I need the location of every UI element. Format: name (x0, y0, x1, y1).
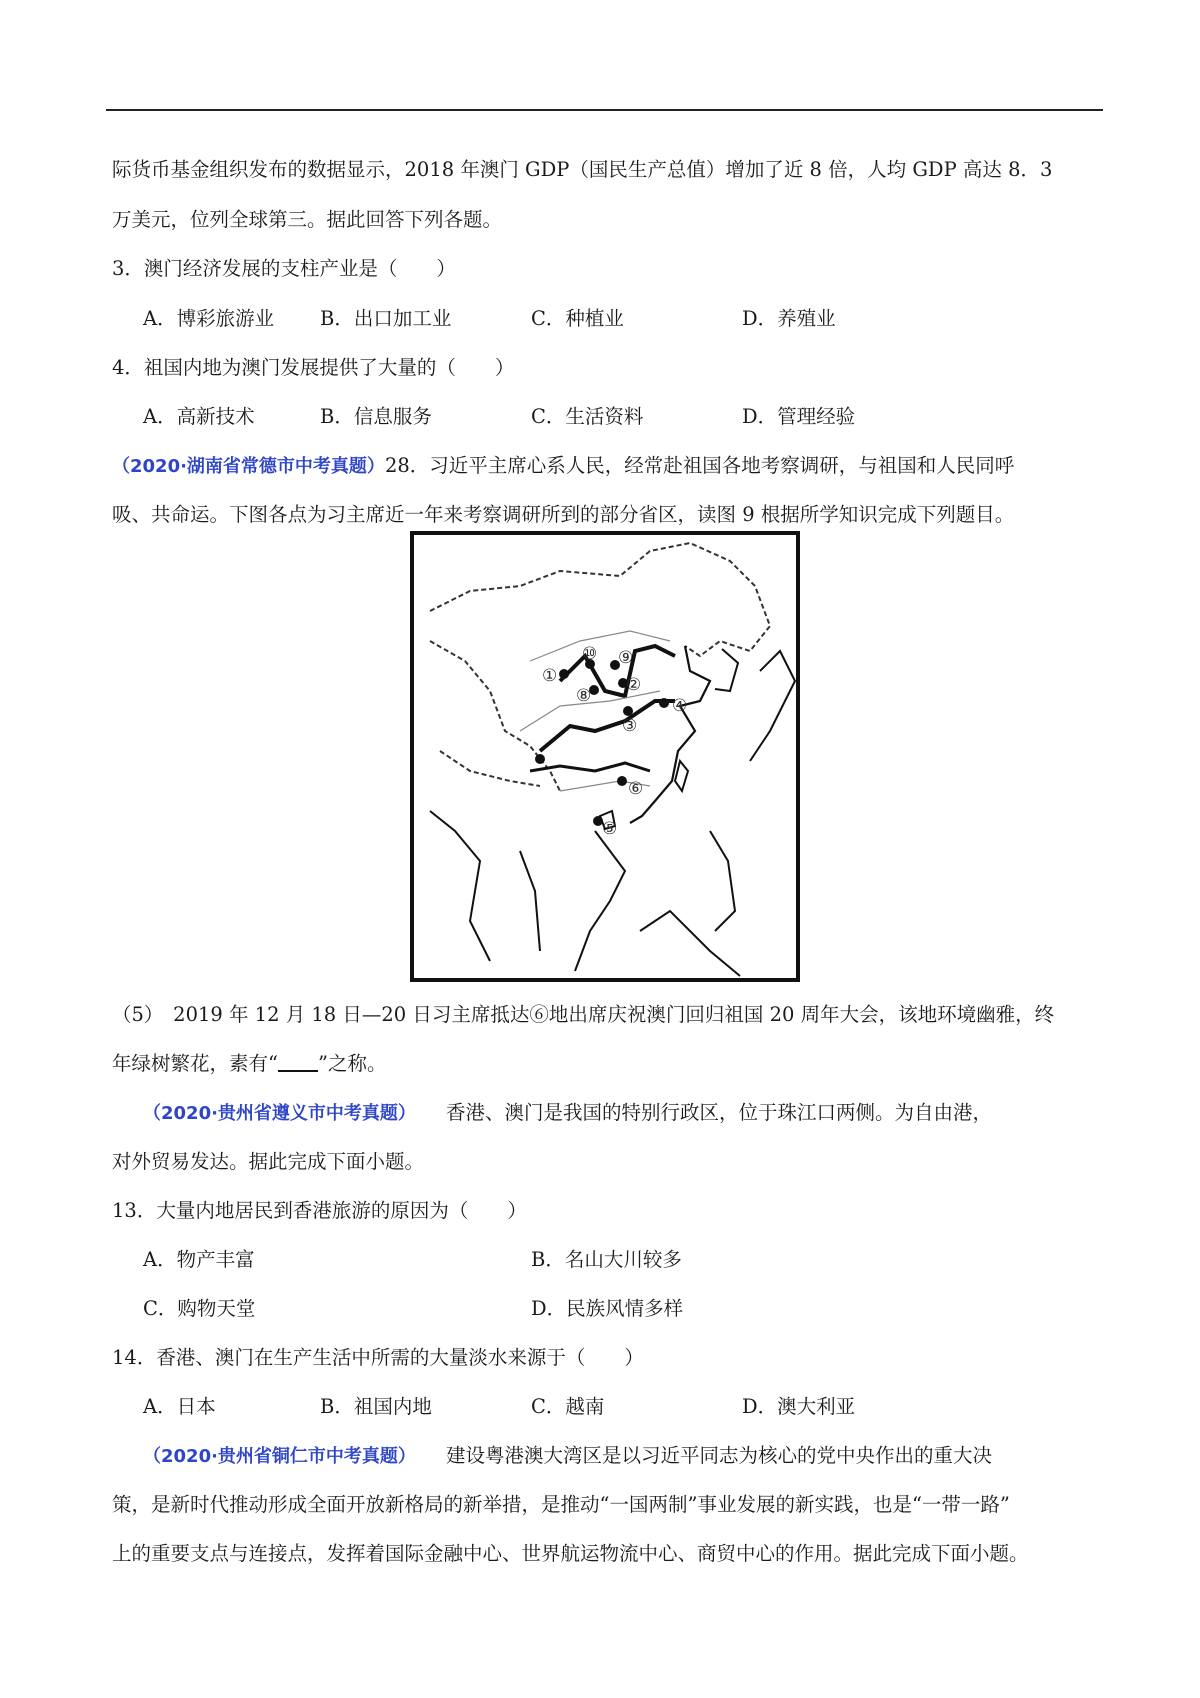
q28-text-1: 28．习近平主席心系人民，经常赴祖国各地考察调研，与祖国和人民同呼 (384, 454, 1015, 477)
q13-option-b: B．名山大川较多 (531, 1248, 682, 1271)
q28-source: （2020·湖南省常德市中考真题） (112, 456, 385, 477)
q14-option-c: C．越南 (531, 1395, 605, 1418)
q5-line-2 (112, 1051, 386, 1077)
q28-line-2: 吸、共命运。下图各点为习主席近一年来考察调研所到的部分省区，读图 9 根据所学知识完成下列题目。 (112, 503, 1015, 526)
q13-stem: 13．大量内地居民到香港旅游的原因为（ ） (112, 1199, 527, 1222)
q3-option-a: A．博彩旅游业 (143, 307, 275, 330)
q4-option-a: A．高新技术 (143, 405, 255, 428)
marker-2: ② (626, 675, 642, 695)
q13-option-d: D．民族风情多样 (531, 1297, 684, 1320)
q3-option-d: D．养殖业 (742, 307, 836, 330)
q3-stem: 3．澳门经济发展的支柱产业是（ ） (112, 257, 456, 280)
site-3-dot (623, 706, 633, 716)
header-rule (106, 109, 1103, 111)
marker-10: ⑩ (582, 644, 598, 664)
q14-option-d: D．澳大利亚 (742, 1395, 856, 1418)
q14-option-b: B．祖国内地 (320, 1395, 432, 1418)
tongren-line-3: 上的重要支点与连接点，发挥着国际金融中心、世界航运物流中心、商贸中心的作用。据此完成下面小题。 (112, 1542, 1029, 1565)
zunyi-text-1: 香港、澳门是我国的特别行政区，位于珠江口两侧。为自由港， (445, 1101, 992, 1124)
q14-stem: 14．香港、澳门在生产生活中所需的大量淡水来源于（ ） (112, 1346, 644, 1369)
tongren-line-2: 策，是新时代推动形成全面开放新格局的新举措，是推动“一国两制”事业发展的新实践，也是“一带一路” (112, 1493, 1010, 1516)
zunyi-line-1 (143, 1100, 992, 1127)
q5-line-1: （5） 2019 年 12 月 18 日—20 日习主席抵达⑥地出席庆祝澳门回归祖国 20 周年大会，该地环境幽雅，终 (112, 1003, 1055, 1026)
q4-option-c: C．生活资料 (531, 405, 644, 428)
q28-line-1 (112, 453, 1014, 480)
q4-option-b: B．信息服务 (320, 405, 432, 428)
answer-blank (278, 1052, 318, 1072)
marker-8: ⑧ (576, 686, 592, 706)
zunyi-line-2: 对外贸易发达。据此完成下面小题。 (112, 1150, 425, 1173)
q14-option-a: A．日本 (143, 1395, 216, 1418)
tongren-line-1 (143, 1443, 992, 1470)
marker-4: ④ (672, 696, 688, 716)
marker-9: ⑨ (618, 648, 634, 668)
marker-1: ① (542, 666, 558, 686)
tongren-text-1: 建设粤港澳大湾区是以习近平同志为核心的党中央作出的重大决 (445, 1444, 992, 1467)
intro-line-2: 万美元，位列全球第三。据此回答下列各题。 (112, 208, 503, 231)
site-4-dot (659, 698, 669, 708)
site-1-dot (559, 669, 569, 679)
china-map-figure (410, 531, 800, 982)
zunyi-source: （2020·贵州省遵义市中考真题） (143, 1103, 416, 1124)
tongren-source: （2020·贵州省铜仁市中考真题） (143, 1446, 416, 1467)
q4-option-d: D．管理经验 (742, 405, 856, 428)
map-frame (412, 533, 798, 980)
q3-option-c: C．种植业 (531, 307, 624, 330)
marker-3: ③ (622, 716, 638, 736)
q13-option-a: A．物产丰富 (143, 1248, 255, 1271)
q3-option-b: B．出口加工业 (320, 307, 452, 330)
intro-line-1: 际货币基金组织发布的数据显示，2018 年澳门 GDP（国民生产总值）增加了近 8 倍，人均 GDP 高达 8．3 (112, 158, 1053, 181)
q4-stem: 4．祖国内地为澳门发展提供了大量的（ ） (112, 356, 515, 379)
marker-6: ⑥ (628, 779, 644, 799)
q5-text-after-blank: ”之称。 (317, 1052, 387, 1075)
site-unlabeled-dot (535, 754, 545, 764)
marker-5: ⑤ (602, 819, 618, 839)
q5-text-before-blank: 年绿树繁花，素有“ (112, 1052, 278, 1075)
q13-option-c: C．购物天堂 (143, 1297, 256, 1320)
site-6-dot (617, 776, 627, 786)
